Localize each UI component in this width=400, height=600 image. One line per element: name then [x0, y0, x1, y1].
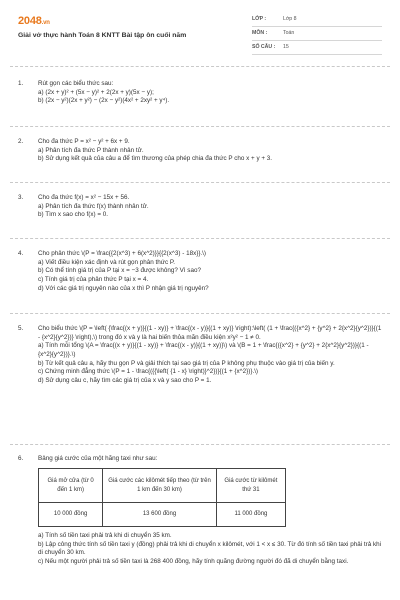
- table-cell: 10 000 đồng: [39, 503, 103, 527]
- question-line: Cho đa thức f(x) = x² − 15x + 56.: [38, 194, 130, 201]
- question-divider: [10, 126, 390, 127]
- question-body: [38, 138, 384, 164]
- question-line: a) Phân tích đa thức f(x) thành nhân tử.: [38, 202, 149, 210]
- table-header-cell: Giá mở cửa (từ 0 đến 1 km): [39, 469, 103, 503]
- question-number: 6.: [18, 455, 24, 462]
- question-body: [38, 325, 384, 386]
- header-divider: [10, 66, 390, 67]
- question-line: a) (2x + y)² + (5x − y)² + 2(2x + y)(5x − y);: [38, 88, 154, 96]
- logo-text: 2048: [18, 15, 42, 27]
- table-header-cell: Giá cước từ kilômét thứ 31: [216, 469, 285, 503]
- question-line: b) Có thể tính giá trị của P tại x = −3 được không? Vì sao?: [38, 267, 201, 275]
- table-header-row: [39, 469, 286, 503]
- question-line: b) (2x − y²)(2x + y²) − (2x − y²)(4x² + 2xy² + y⁴).: [38, 97, 170, 105]
- document-title: Giải vở thực hành Toán 8 KNTT Bài tập ôn cuối năm: [18, 32, 187, 39]
- info-row-grade: [252, 13, 382, 27]
- question-number: 2.: [18, 138, 24, 145]
- info-value: Lớp 8: [283, 15, 297, 22]
- question-body: [38, 250, 384, 293]
- logo-suffix: .vn: [41, 20, 50, 26]
- info-key: LỚP :: [252, 15, 267, 22]
- question-line: a) Tính mỗi tổng \(A = \frac{(x + y)}{(1 - xy)} + \frac{(x - y)}{(1 + xy)}\) và \(B = 1 + \frac{({x^2} + {y^2} + 2{x^2}{y^2})}{(1 - {x^2}{y^2})}.\): [38, 342, 369, 359]
- question-body: [38, 455, 384, 464]
- question-number: 1.: [18, 80, 24, 87]
- table-row: [39, 503, 286, 527]
- question-line: d) Sử dụng câu c, hãy tìm các giá trị của x và y sao cho P = 1.: [38, 377, 212, 385]
- question-body: [38, 532, 384, 567]
- info-value: Toán: [283, 29, 295, 36]
- table-header-cell: Giá cước các kilômét tiếp theo (từ trên 1 km đến 30 km): [103, 469, 217, 503]
- document-header: [0, 0, 400, 68]
- table-cell: 11 000 đồng: [216, 503, 285, 527]
- question-number: 3.: [18, 194, 24, 201]
- site-logo[interactable]: [18, 14, 50, 29]
- info-row-count: [252, 41, 382, 55]
- question-line: Cho biểu thức \(P = \left( {\frac{(x + y)}{(1 - xy)} + \frac{(x - y)}{(1 + xy)} \right):\left( (1 + \frac{({x^2} + {y^2} + 2{x^2}{y^2})}{(1 - {x^2}{y^2})} \right),\) trong đó x và y là hai biến thỏa mãn điều kiện x²y² − 1 ≠ 0.: [38, 325, 382, 341]
- info-value: 15: [283, 43, 289, 50]
- question-line: a) Tính số tiền taxi phải trả khi di chuyển 35 km.: [38, 532, 172, 539]
- info-key: MÔN :: [252, 29, 268, 36]
- question-line: c) Nếu một người phải trả số tiền taxi là 268 400 đồng, hãy tính quãng đường người đó đã di chuyển bằng taxi.: [38, 558, 349, 566]
- question-number: 5.: [18, 325, 24, 332]
- question-body: [38, 194, 384, 220]
- info-table: [252, 13, 382, 55]
- question-divider: [10, 444, 390, 445]
- question-line: Bảng giá cước của một hãng taxi như sau:: [38, 455, 158, 462]
- taxi-fare-table: [38, 468, 286, 527]
- question-line: c) Chứng minh đẳng thức \(P = 1 - \frac{({{\left( {1 - x} \right)}^2})}{(1 + {x^2})}.\): [38, 368, 259, 376]
- question-divider: [10, 182, 390, 183]
- question-divider: [10, 313, 390, 314]
- question-line: Cho phân thức \(P = \frac{{2(x^3) + 6(x^2)}}{{2(x^3) - 18x}}.\): [38, 250, 207, 257]
- info-key: SỐ CÂU :: [252, 43, 276, 50]
- question-line: b) Tìm x sao cho f(x) = 0.: [38, 211, 109, 219]
- question-line: Rút gọn các biểu thức sau:: [38, 80, 114, 87]
- info-row-subject: [252, 27, 382, 41]
- question-line: d) Với các giá trị nguyên nào của x thì P nhận giá trị nguyên?: [38, 284, 209, 292]
- table-cell: 13 600 đồng: [103, 503, 217, 527]
- question-line: Cho đa thức P = x² − y² + 6x + 9.: [38, 138, 130, 145]
- question-divider: [10, 238, 390, 239]
- question-line: b) Sử dụng kết quả của câu a để tìm thương của phép chia đa thức P cho x + y + 3.: [38, 155, 273, 163]
- question-line: a) Phân tích đa thức P thành nhân tử.: [38, 146, 144, 154]
- question-line: a) Viết điều kiện xác định và rút gọn phân thức P.: [38, 258, 176, 266]
- question-number: 4.: [18, 250, 24, 257]
- question-line: c) Tính giá trị của phân thức P tại x = 4.: [38, 276, 149, 284]
- question-line: b) Từ kết quả câu a, hãy thu gọn P và giải thích tại sao giá trị của P không phụ thuộc vào giá trị của biến y.: [38, 359, 335, 367]
- question-line: b) Lập công thức tính số tiền taxi y (đồng) phải trả khi di chuyển x kilômét, với 1 < x ≤ 30. Từ đó tính số tiền taxi phải trả khi di chuyển 30 km.: [38, 540, 381, 557]
- question-body: [38, 80, 384, 106]
